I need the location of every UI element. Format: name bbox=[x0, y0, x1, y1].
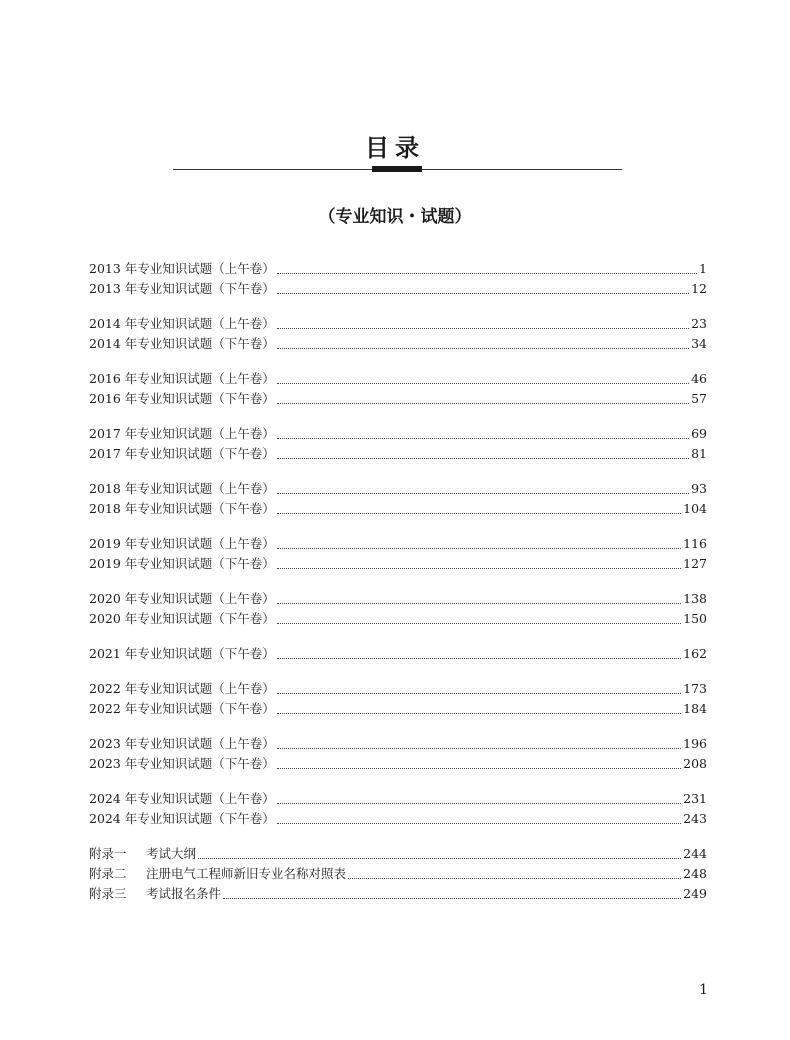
appendix-page: 248 bbox=[683, 866, 707, 881]
toc-entry[interactable] bbox=[89, 589, 707, 609]
toc-entry[interactable] bbox=[89, 534, 707, 554]
toc-entry-page: 162 bbox=[683, 646, 707, 661]
toc-entry[interactable] bbox=[89, 479, 707, 499]
toc-entry-page: 81 bbox=[691, 446, 707, 461]
toc-entry-page: 196 bbox=[683, 736, 707, 751]
toc-entry-page: 69 bbox=[691, 426, 707, 441]
toc-entry[interactable] bbox=[89, 334, 707, 354]
toc-entry-label: 2013 年专业知识试题（上午卷） bbox=[89, 261, 275, 276]
toc-entry-label: 2023 年专业知识试题（上午卷） bbox=[89, 736, 275, 751]
dot-leader bbox=[277, 823, 681, 824]
dot-leader bbox=[277, 693, 681, 694]
toc-entry-label: 2019 年专业知识试题（上午卷） bbox=[89, 536, 275, 551]
toc-entry-page: 93 bbox=[691, 481, 707, 496]
toc-entry-label: 2017 年专业知识试题（下午卷） bbox=[89, 446, 275, 461]
appendix-title: 注册电气工程师新旧专业名称对照表 bbox=[146, 866, 347, 881]
toc-group bbox=[89, 679, 707, 719]
dot-leader bbox=[277, 603, 681, 604]
toc-group bbox=[89, 534, 707, 574]
dot-leader bbox=[277, 328, 689, 329]
dot-leader bbox=[277, 383, 689, 384]
toc-entry-page: 243 bbox=[683, 811, 707, 826]
appendix-page: 244 bbox=[683, 846, 707, 861]
toc-entry[interactable] bbox=[89, 369, 707, 389]
toc-entry-page: 104 bbox=[683, 501, 707, 516]
toc-entry-label: 2023 年专业知识试题（下午卷） bbox=[89, 756, 275, 771]
toc-entry-page: 150 bbox=[683, 611, 707, 626]
dot-leader bbox=[277, 493, 689, 494]
toc-entry-page: 127 bbox=[683, 556, 707, 571]
dot-leader bbox=[348, 878, 681, 879]
toc-entry[interactable] bbox=[89, 679, 707, 699]
table-of-contents bbox=[89, 259, 707, 919]
appendix-label bbox=[89, 884, 221, 904]
toc-group bbox=[89, 369, 707, 409]
toc-entry-label: 2018 年专业知识试题（上午卷） bbox=[89, 481, 275, 496]
toc-entry-label: 2016 年专业知识试题（下午卷） bbox=[89, 391, 275, 406]
toc-entry[interactable] bbox=[89, 734, 707, 754]
dot-leader bbox=[277, 748, 681, 749]
toc-entry[interactable] bbox=[89, 444, 707, 464]
toc-entry-page: 57 bbox=[691, 391, 707, 406]
dot-leader bbox=[277, 713, 681, 714]
dot-leader bbox=[277, 568, 681, 569]
dot-leader bbox=[223, 898, 681, 899]
toc-entry-label: 2024 年专业知识试题（上午卷） bbox=[89, 791, 275, 806]
toc-entry-label: 2016 年专业知识试题（上午卷） bbox=[89, 371, 275, 386]
toc-entry[interactable] bbox=[89, 279, 707, 299]
appendix-entry[interactable] bbox=[89, 884, 707, 904]
toc-entry-label: 2019 年专业知识试题（下午卷） bbox=[89, 556, 275, 571]
toc-entry[interactable] bbox=[89, 809, 707, 829]
toc-entry-page: 116 bbox=[683, 536, 707, 551]
toc-entry-label: 2022 年专业知识试题（下午卷） bbox=[89, 701, 275, 716]
toc-entry-label: 2018 年专业知识试题（下午卷） bbox=[89, 501, 275, 516]
appendix-title: 考试报名条件 bbox=[146, 886, 222, 901]
appendix-label bbox=[89, 844, 196, 864]
toc-entry-page: 138 bbox=[683, 591, 707, 606]
dot-leader bbox=[277, 803, 681, 804]
dot-leader bbox=[277, 348, 689, 349]
title-divider-accent bbox=[372, 166, 422, 172]
toc-entry-page: 231 bbox=[683, 791, 707, 806]
toc-group bbox=[89, 314, 707, 354]
toc-entry-label: 2022 年专业知识试题（上午卷） bbox=[89, 681, 275, 696]
toc-entry-label: 2020 年专业知识试题（下午卷） bbox=[89, 611, 275, 626]
page-title: 目录 bbox=[365, 134, 425, 162]
toc-entry[interactable] bbox=[89, 499, 707, 519]
toc-entry[interactable] bbox=[89, 389, 707, 409]
footer-page-number: 1 bbox=[699, 982, 708, 998]
appendix-label bbox=[89, 864, 346, 884]
toc-entry-page: 208 bbox=[683, 756, 707, 771]
appendix-group bbox=[89, 844, 707, 904]
toc-entry[interactable] bbox=[89, 644, 707, 664]
toc-entry[interactable] bbox=[89, 314, 707, 334]
appendix-page: 249 bbox=[683, 886, 707, 901]
toc-entry-label: 2014 年专业知识试题（上午卷） bbox=[89, 316, 275, 331]
toc-entry-label: 2021 年专业知识试题（下午卷） bbox=[89, 646, 275, 661]
toc-group bbox=[89, 589, 707, 629]
toc-group bbox=[89, 644, 707, 664]
toc-entry-page: 34 bbox=[691, 336, 707, 351]
toc-entry[interactable] bbox=[89, 699, 707, 719]
toc-entry-page: 23 bbox=[691, 316, 707, 331]
dot-leader bbox=[277, 513, 681, 514]
toc-entry-page: 46 bbox=[691, 371, 707, 386]
toc-entry[interactable] bbox=[89, 554, 707, 574]
appendix-title: 考试大纲 bbox=[146, 846, 197, 861]
toc-entry-label: 2017 年专业知识试题（上午卷） bbox=[89, 426, 275, 441]
dot-leader bbox=[277, 623, 681, 624]
toc-entry-label: 2020 年专业知识试题（上午卷） bbox=[89, 591, 275, 606]
toc-group bbox=[89, 734, 707, 774]
toc-group bbox=[89, 259, 707, 299]
toc-entry-label: 2014 年专业知识试题（下午卷） bbox=[89, 336, 275, 351]
dot-leader bbox=[277, 458, 689, 459]
appendix-entry[interactable] bbox=[89, 844, 707, 864]
dot-leader bbox=[277, 768, 681, 769]
toc-entry-page: 184 bbox=[683, 701, 707, 716]
toc-entry-page: 173 bbox=[683, 681, 707, 696]
toc-entry-page: 1 bbox=[699, 261, 707, 276]
toc-group bbox=[89, 424, 707, 464]
appendix-name: 附录二 bbox=[89, 866, 127, 881]
toc-entry[interactable] bbox=[89, 259, 707, 279]
toc-entry-label: 2013 年专业知识试题（下午卷） bbox=[89, 281, 275, 296]
dot-leader bbox=[277, 273, 697, 274]
dot-leader bbox=[277, 293, 689, 294]
appendix-name: 附录三 bbox=[89, 886, 127, 901]
section-subtitle: （专业知识・试题） bbox=[318, 207, 472, 227]
dot-leader bbox=[277, 548, 681, 549]
dot-leader bbox=[277, 403, 689, 404]
appendix-name: 附录一 bbox=[89, 846, 127, 861]
dot-leader bbox=[277, 438, 689, 439]
appendix-entry[interactable] bbox=[89, 864, 707, 884]
toc-entry-label: 2024 年专业知识试题（下午卷） bbox=[89, 811, 275, 826]
toc-entry[interactable] bbox=[89, 609, 707, 629]
toc-entry[interactable] bbox=[89, 424, 707, 444]
toc-entry-page: 12 bbox=[691, 281, 707, 296]
toc-entry[interactable] bbox=[89, 754, 707, 774]
dot-leader bbox=[277, 658, 681, 659]
toc-group bbox=[89, 789, 707, 829]
toc-group bbox=[89, 479, 707, 519]
dot-leader bbox=[198, 858, 681, 859]
toc-entry[interactable] bbox=[89, 789, 707, 809]
